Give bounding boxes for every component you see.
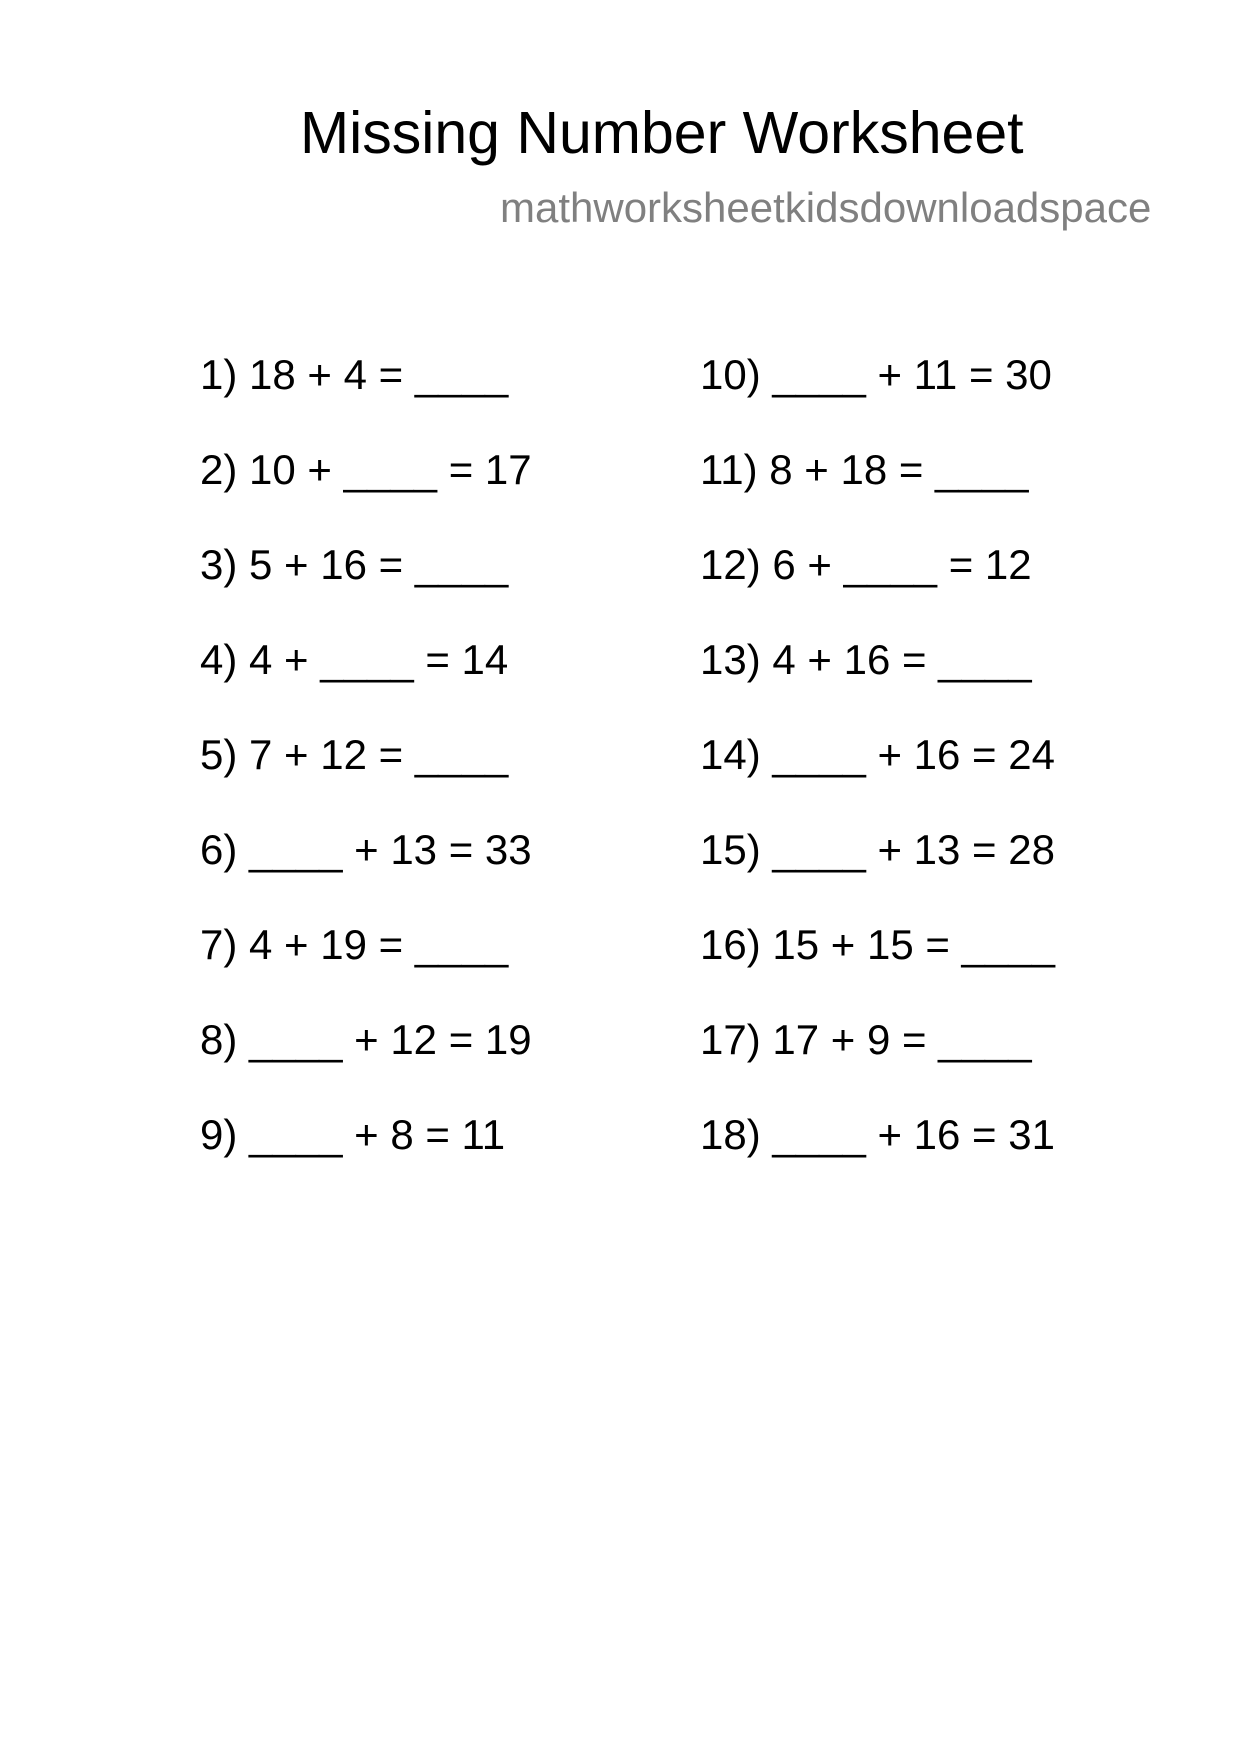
problem-item: 15) ____ + 13 = 28 — [700, 826, 1055, 873]
problem-item: 1) 18 + 4 = ____ — [200, 351, 509, 398]
problem-item: 17) 17 + 9 = ____ — [700, 1016, 1032, 1063]
page-title: Missing Number Worksheet — [300, 100, 1024, 166]
problem-item: 8) ____ + 12 = 19 — [200, 1016, 532, 1063]
problem-item: 11) 8 + 18 = ____ — [700, 446, 1029, 493]
problem-item: 7) 4 + 19 = ____ — [200, 921, 509, 968]
problem-item: 16) 15 + 15 = ____ — [700, 921, 1055, 968]
problem-item: 14) ____ + 16 = 24 — [700, 731, 1055, 778]
source-watermark: mathworksheetkidsdownloadspace — [500, 184, 1152, 231]
problem-item: 3) 5 + 16 = ____ — [200, 541, 509, 588]
problem-item: 4) 4 + ____ = 14 — [200, 636, 509, 683]
problem-item: 13) 4 + 16 = ____ — [700, 636, 1032, 683]
problem-item: 10) ____ + 11 = 30 — [700, 351, 1052, 398]
problem-item: 2) 10 + ____ = 17 — [200, 446, 532, 493]
problem-item: 18) ____ + 16 = 31 — [700, 1111, 1055, 1158]
problem-item: 12) 6 + ____ = 12 — [700, 541, 1032, 588]
problem-item: 9) ____ + 8 = 11 — [200, 1111, 506, 1158]
problem-item: 5) 7 + 12 = ____ — [200, 731, 509, 778]
problem-item: 6) ____ + 13 = 33 — [200, 826, 532, 873]
